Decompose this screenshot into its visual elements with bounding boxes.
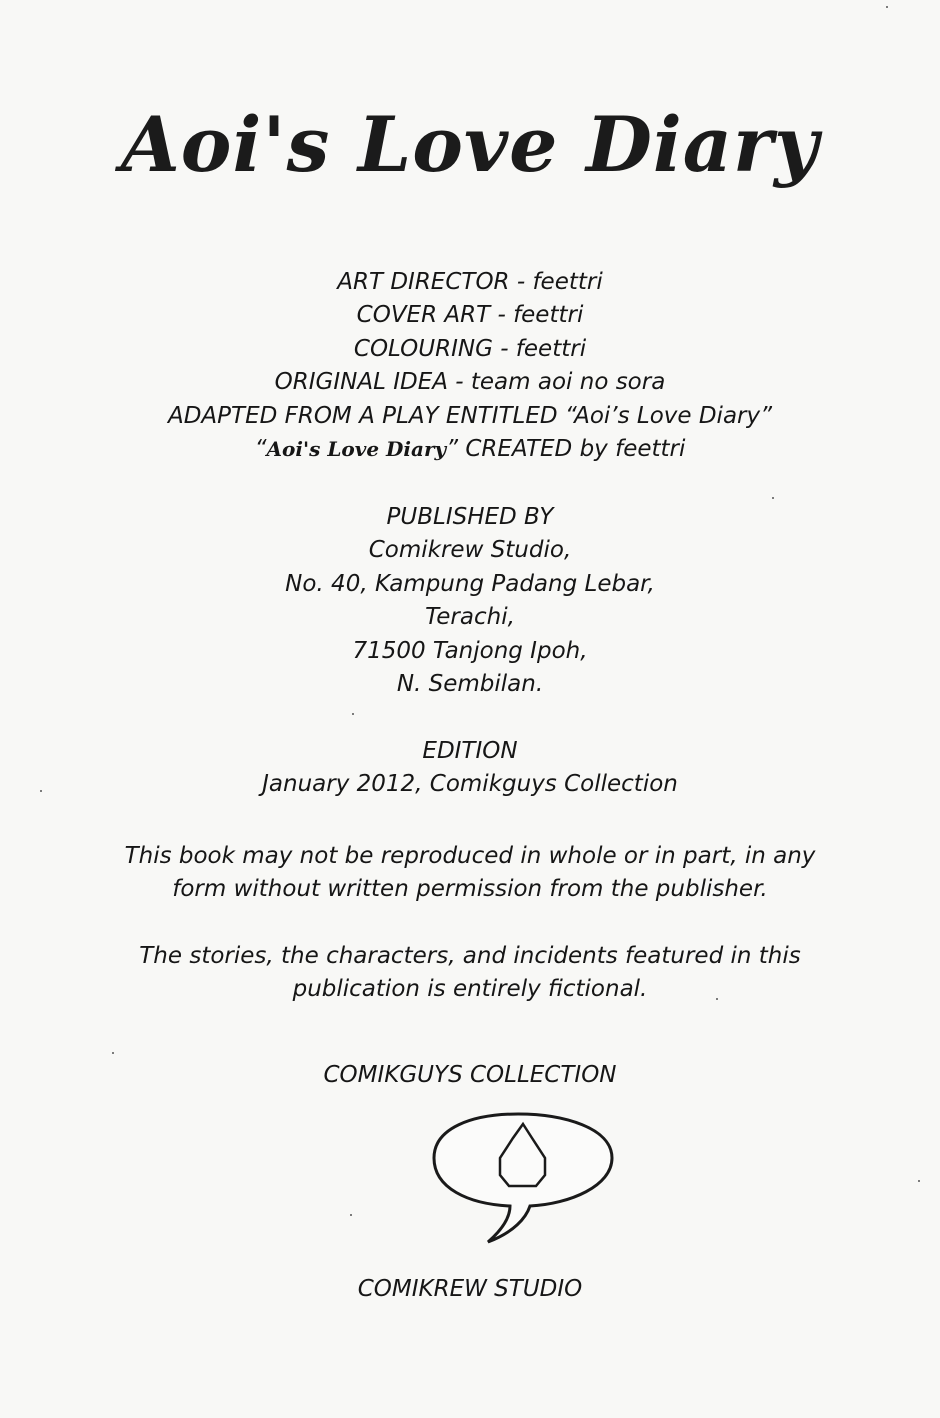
created-by-script-title: Aoi's Love Diary [266,437,447,461]
paper-speck [40,790,42,792]
book-title: Aoi's Love Diary [120,100,820,189]
publisher-address-line: N. Sembilan. [396,671,544,697]
publisher-address-line: No. 40, Kampung Padang Lebar, [285,571,655,597]
credit-adapted-from: ADAPTED FROM A PLAY ENTITLED “Aoi’s Love Diary” [167,403,773,429]
speech-bubble-drop-icon [430,1108,616,1250]
paper-speck [112,1052,114,1054]
credit-art-director: ART DIRECTOR - feettri [337,269,603,295]
credit-original-idea: ORIGINAL IDEA - team aoi no sora [274,369,666,395]
paper-speck [716,998,718,1000]
paper-speck [352,713,354,715]
edition-value: January 2012, Comikguys Collection [262,771,678,797]
fiction-notice-line: publication is entirely fictional. [292,976,648,1002]
credit-cover-art: COVER ART - feettri [356,302,584,328]
edition-heading: EDITION [422,738,518,764]
copyright-notice-line: This book may not be reproduced in whole or in part, in any [124,843,816,869]
publisher-address-line: 71500 Tanjong Ipoh, [352,638,588,664]
studio-label: COMIKREW STUDIO [357,1276,583,1302]
publisher-heading: PUBLISHED BY [386,504,554,530]
paper-speck [772,497,774,499]
paper-speck [918,1180,920,1182]
credit-colouring: COLOURING - feettri [353,336,587,362]
fiction-notice-line: The stories, the characters, and incidents featured in this [139,943,801,969]
collection-label: COMIKGUYS COLLECTION [323,1062,617,1088]
paper-speck [886,6,888,8]
publisher-address-line: Terachi, [425,604,515,630]
credit-created-by [40,433,900,466]
created-by-open-quote: “ [254,436,267,462]
publisher-address-line: Comikrew Studio, [368,537,572,563]
copyright-notice-line: form without written permission from the publisher. [172,876,768,902]
created-by-text: ” CREATED by feettri [446,436,686,462]
paper-speck [350,1214,352,1216]
